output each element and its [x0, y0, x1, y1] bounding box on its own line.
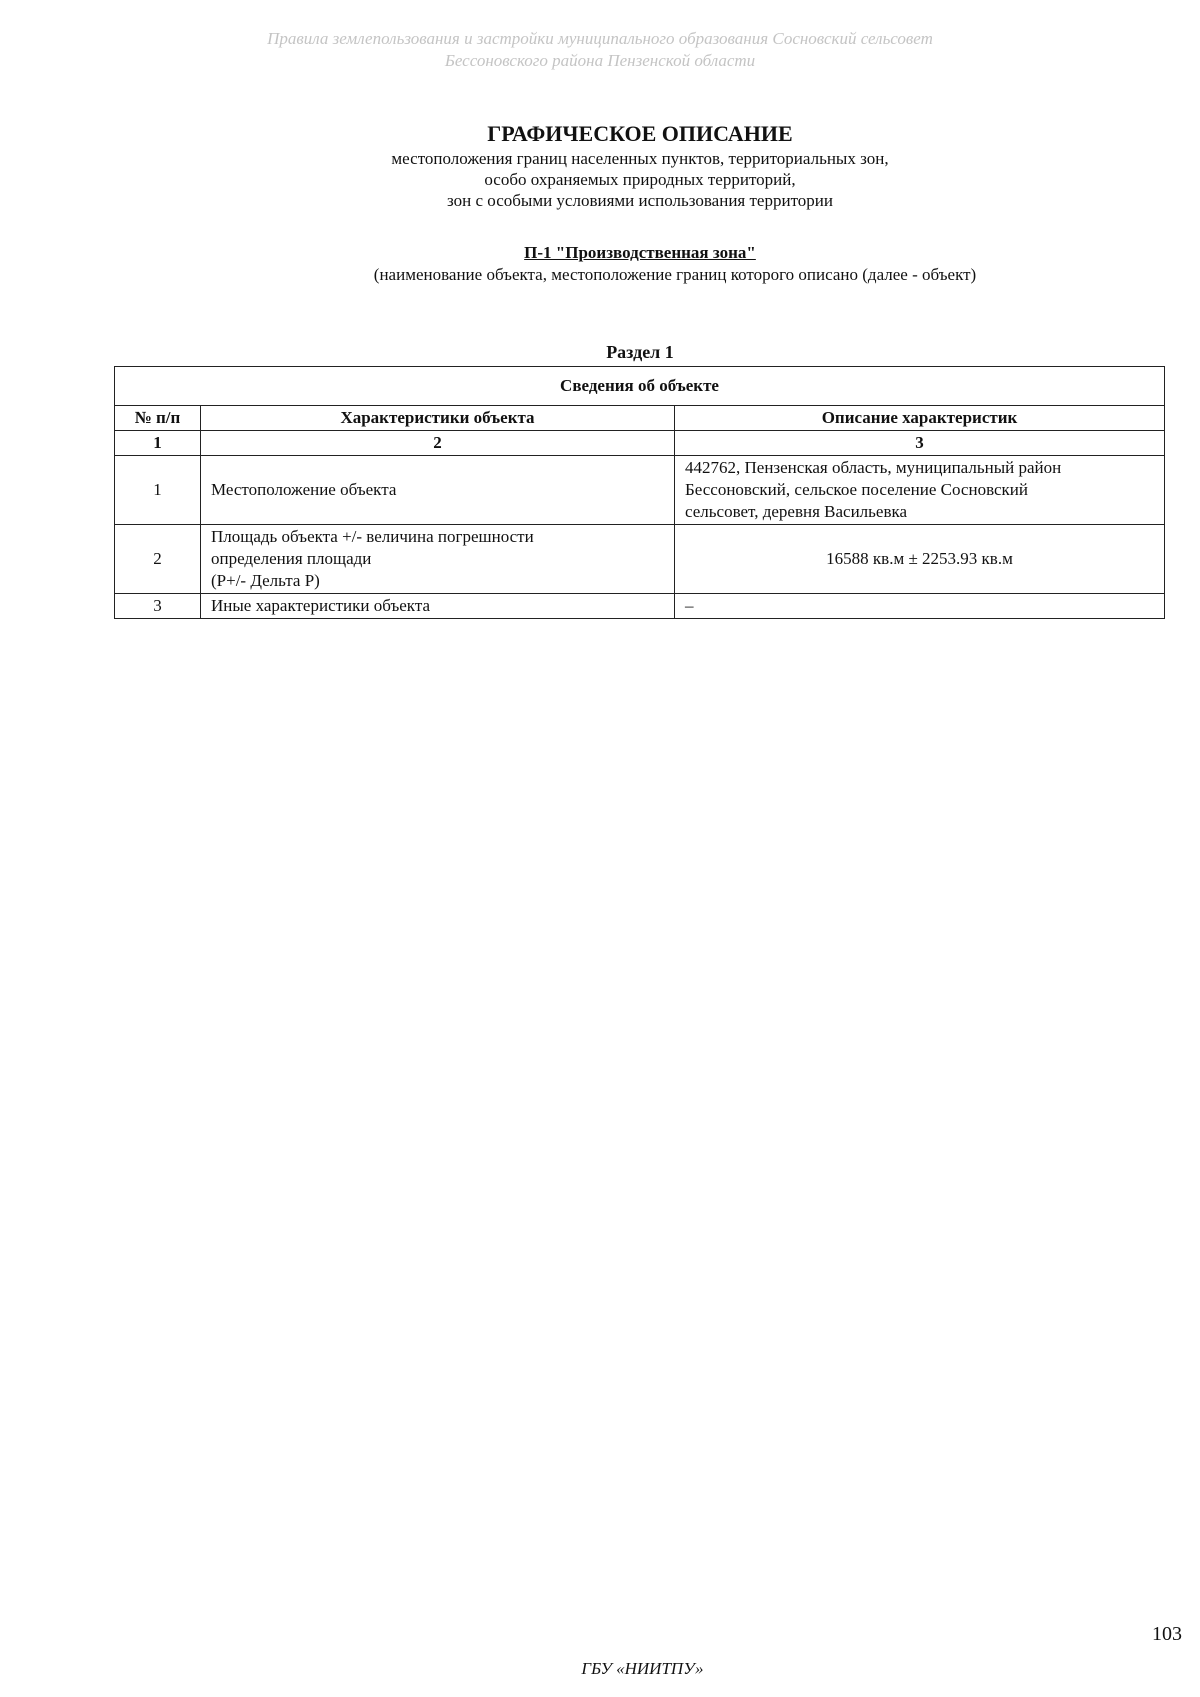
row-characteristic: [201, 594, 675, 619]
document-subtitle-line: особо охраняемых природных территорий,: [484, 170, 796, 189]
object-name-note: (наименование объекта, местоположение границ которого описано (далее - объект): [373, 265, 977, 284]
row-characteristic-line: определения площади: [211, 549, 372, 568]
row-number: 1: [115, 456, 201, 525]
row-characteristic: [201, 456, 675, 525]
running-header: [0, 28, 1200, 72]
row-description: [675, 456, 1165, 525]
table-caption: Сведения об объекте: [115, 367, 1165, 406]
table-row: [115, 594, 1165, 619]
row-characteristic-line: Иные характеристики объекта: [211, 596, 431, 615]
title-block: [0, 120, 1200, 211]
row-description-line: 442762, Пензенская область, муниципальный район: [685, 458, 1062, 477]
table-row: [115, 525, 1165, 594]
row-characteristic-line: Площадь объекта +/- величина погрешности: [211, 527, 534, 546]
column-number: 3: [675, 431, 1165, 456]
footer-organization: ГБУ «НИИТПУ»: [581, 1659, 704, 1678]
row-characteristic: [201, 525, 675, 594]
document-subtitle-line: зон с особыми условиями использования территории: [447, 191, 833, 210]
column-number: 1: [115, 431, 201, 456]
row-description: [675, 594, 1165, 619]
row-description-line: сельсовет, деревня Васильевка: [685, 502, 908, 521]
column-number-row: [115, 431, 1165, 456]
column-header-number: № п/п: [115, 406, 201, 431]
table-caption-row: [115, 367, 1165, 406]
running-header-line: Бессоновского района Пензенской области: [444, 51, 756, 70]
row-characteristic-line: (P+/- Дельта P): [211, 571, 320, 590]
column-header-description: Описание характеристик: [675, 406, 1165, 431]
document-subtitle-line: местоположения границ населенных пунктов, территориальных зон,: [391, 149, 889, 168]
object-name: П-1 "Производственная зона": [524, 243, 756, 262]
row-number: 3: [115, 594, 201, 619]
document-title: ГРАФИЧЕСКОЕ ОПИСАНИЕ: [487, 121, 793, 146]
row-characteristic-line: Местоположение объекта: [211, 480, 397, 499]
row-description-line: –: [685, 596, 694, 615]
row-description: [675, 525, 1165, 594]
column-number: 2: [201, 431, 675, 456]
row-description-line: 16588 кв.м ± 2253.93 кв.м: [826, 549, 1013, 568]
table-header-row: [115, 406, 1165, 431]
column-header-characteristic: Характеристики объекта: [201, 406, 675, 431]
section-title: Раздел 1: [606, 342, 674, 362]
row-description-line: Бессоновский, сельское поселение Сосновский: [685, 480, 1028, 499]
row-number: 2: [115, 525, 201, 594]
page-number: 103: [1152, 1623, 1182, 1645]
object-info-table: [114, 366, 1165, 619]
table-row: [115, 456, 1165, 525]
running-header-line: Правила землепользования и застройки муниципального образования Сосновский сельсовет: [267, 29, 933, 48]
